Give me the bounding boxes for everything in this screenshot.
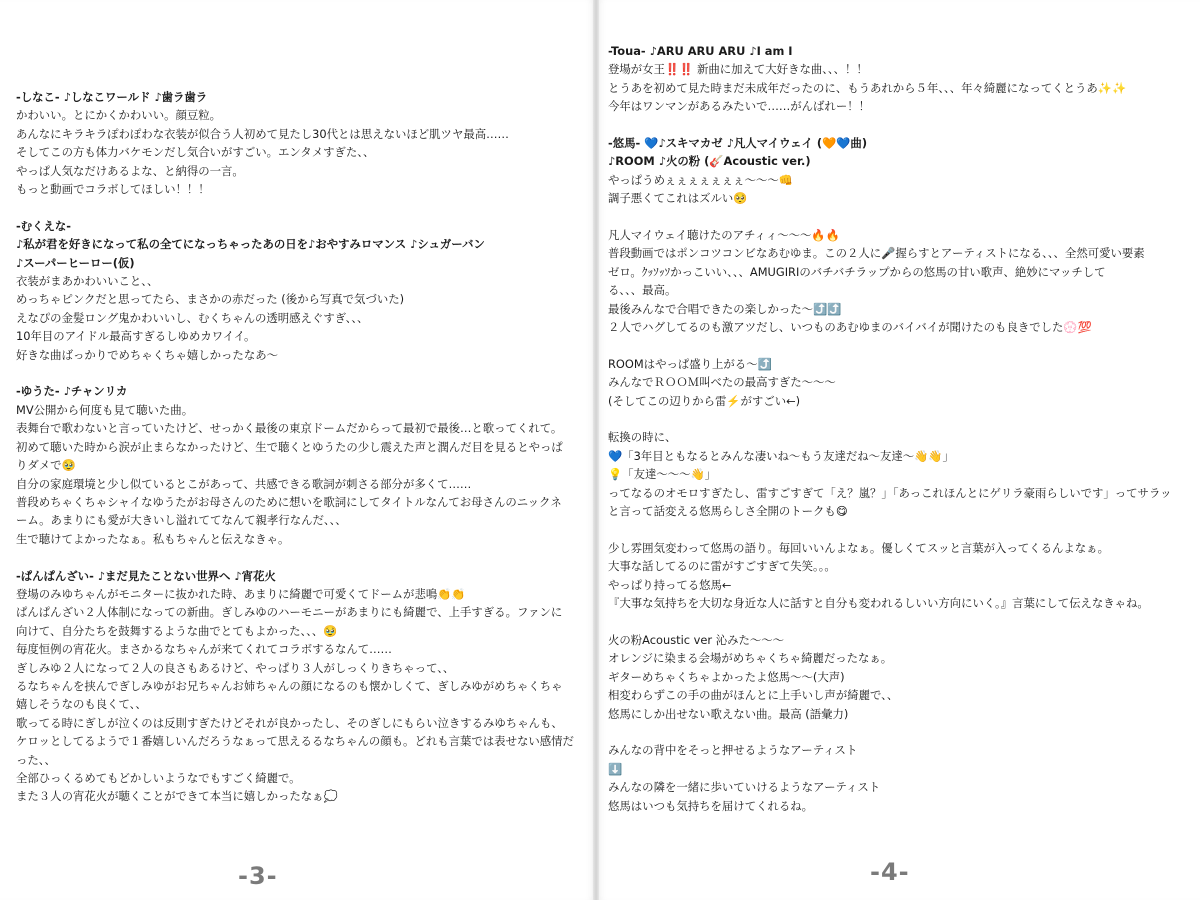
body-line: 普段動画ではポンコツコンビなあむゆま。この２人に🎤握らすとアーティストになる、、、全然可愛い要素 bbox=[608, 246, 1145, 261]
body-line: 登場のみゆちゃんがモニターに抜かれた時、あまりに綺麗で可愛くてドームが悲鳴👏👏 bbox=[16, 586, 466, 601]
review-section bbox=[608, 631, 1196, 723]
body-line: るなちゃんを挟んでぎしみゆがお兄ちゃんお姉ちゃんの顔になるのも懐かしくて、ぎしみゆがめちゃくちゃ bbox=[16, 678, 563, 693]
body-line: ーム。あまりにも愛が大きいし溢れててなんて親孝行なんだ、、、 bbox=[16, 513, 347, 528]
body-line: 悠馬にしか出せない歌えない曲。最高 (語彙力) bbox=[608, 706, 849, 721]
body-line: かわいい。とにかくかわいい。顔豆粒。 bbox=[16, 108, 222, 123]
body-line: 衣装がまあかわいいこと、、 bbox=[16, 274, 159, 289]
page-4-content bbox=[608, 42, 1196, 833]
review-section bbox=[16, 382, 588, 548]
body-line: ってなるのオモロすぎたし、雷すごすぎて「え？嵐？」「あっこれほんとにゲリラ豪雨らしいです」ってサラッ bbox=[608, 485, 1172, 500]
body-line: みんなでＲＯＯＭ叫べたの最高すぎた〜〜〜 bbox=[608, 375, 836, 390]
body-line: (そしてこの辺りから雷⚡️がすごい←) bbox=[608, 393, 801, 408]
section-heading: -ぱんぱんざい- ♪まだ見たことない世界へ ♪宵花火 bbox=[16, 568, 276, 583]
body-line: 💙「3年目ともなるとみんな凄いね〜もう友達だね〜友達〜👋👋」 bbox=[608, 448, 954, 463]
body-line: ぎしみゆ２人になって２人の良さもあるけど、やっぱり３人がしっくりきちゃって、、 bbox=[16, 660, 455, 675]
body-line: 悠馬はいつも気持ちを届けてくれるね。 bbox=[608, 798, 814, 813]
section-heading: -ゆうた- ♪チャンリカ bbox=[16, 384, 128, 399]
page-3 bbox=[0, 0, 596, 900]
body-line: 全部ひっくるめてもどかしいようなでもすごく綺麗で。 bbox=[16, 770, 301, 785]
body-line: やっぱ人気なだけあるよな、と納得の一言。 bbox=[16, 163, 244, 178]
review-section bbox=[608, 42, 1196, 116]
body-line: 『大事な気持ちを大切な身近な人に話すと自分も変われるしいい方向にいく。』言葉にして伝えなきゃね。 bbox=[608, 596, 1149, 611]
body-line: 嬉しそうなのも良くて、、 bbox=[16, 697, 147, 712]
section-heading: -むくえな- bbox=[16, 218, 72, 233]
section-heading: -Toua- ♪ARU ARU ARU ♪I am I bbox=[608, 44, 793, 58]
body-line: 普段めちゃくちゃシャイなゆうたがお母さんのために想いを歌詞にしてタイトルなんてお母さんのニックネ bbox=[16, 494, 562, 509]
body-line: 自分の家庭環境と少し似ているとこがあって、共感できる歌詞が刺さる部分が多くて…… bbox=[16, 476, 472, 491]
body-line: めっちゃピンクだと思ってたら、まさかの赤だった (後から写真で気づいた) bbox=[16, 292, 405, 307]
review-section bbox=[608, 539, 1196, 613]
body-line: オレンジに染まる会場がめちゃくちゃ綺麗だったなぁ。 bbox=[608, 651, 893, 666]
review-section bbox=[16, 88, 588, 198]
body-line: ゼロ。ｸｯｿｯｿかっこいい、、、AMUGIRIのバチバチラップからの悠馬の甘い歌声、絶妙にマッチして bbox=[608, 264, 1106, 279]
body-line: 少し雰囲気変わって悠馬の語り。毎回いいんよなぁ。優しくてスッと言葉が入ってくるんよなぁ。 bbox=[608, 540, 1109, 555]
body-line: ⬇️ bbox=[608, 761, 623, 776]
body-line: えなぴの金髪ロング鬼かわいいし、むくちゃんの透明感えぐすぎ、、、 bbox=[16, 310, 369, 325]
book-gutter bbox=[593, 0, 599, 900]
page-3-content bbox=[16, 88, 588, 824]
body-line: あんなにキラキラぽわぽわな衣装が似合う人初めて見たし30代とは思えないほど肌ツヤ最高…… bbox=[16, 126, 509, 141]
body-line: 毎度恒例の宵花火。まさかるなちゃんが来てくれてコラボするなんて…… bbox=[16, 642, 392, 657]
review-section bbox=[608, 134, 1196, 336]
body-line: ROOMはやっぱ盛り上がる〜⤴️ bbox=[608, 356, 772, 371]
body-line: やっぱうめぇぇぇぇぇぇぇ〜〜〜👊 bbox=[608, 172, 793, 187]
body-line: 初めて聴いた時から涙が止まらなかったけど、生で聴くとゆうたの少し震えた声と潤んだ目を見るとやっぱ bbox=[16, 439, 563, 454]
body-line: 調子悪くてこれはズルい🥺 bbox=[608, 191, 748, 206]
body-line: みんなの隣を一緒に歩いていけるようなアーティスト bbox=[608, 780, 881, 795]
body-line: 歌ってる時にぎしが泣くのは反則すぎたけどそれが良かったし、そのぎしにもらい泣きするみゆちゃんも、 bbox=[16, 715, 563, 730]
body-line: ぱんぱんざい２人体制になっての新曲。ぎしみゆのハーモニーがあまりにも綺麗で、上手すぎる。ファンに bbox=[16, 605, 563, 620]
body-line: と言って話変える悠馬らしさ全開のトークも😋 bbox=[608, 504, 848, 519]
body-line: 生で聴けてよかったなぁ。私もちゃんと伝えなきゃ。 bbox=[16, 531, 290, 546]
page-4 bbox=[596, 0, 1200, 900]
body-line: 今年はワンマンがあるみたいで……がんばれー！！ bbox=[608, 99, 870, 114]
body-line: ギターめちゃくちゃよかったよ悠馬〜〜(大声) bbox=[608, 669, 845, 684]
body-line: もっと動画でコラボしてほしい！！！ bbox=[16, 182, 210, 197]
body-line: また３人の宵花火が聴くことができて本当に嬉しかったなぁ💭 bbox=[16, 789, 338, 804]
review-section bbox=[608, 428, 1196, 520]
body-line: りダメで🥹 bbox=[16, 458, 76, 473]
body-line: みんなの背中をそっと押せるようなアーティスト bbox=[608, 743, 858, 758]
body-line: 火の粉Acoustic ver 沁みた〜〜〜 bbox=[608, 632, 785, 647]
review-section bbox=[608, 355, 1196, 410]
review-section bbox=[608, 741, 1196, 815]
body-line bbox=[608, 208, 1196, 226]
body-line: 好きな曲ばっかりでめちゃくちゃ嬉しかったなあ〜 bbox=[16, 347, 278, 362]
body-line: 10年目のアイドル最高すぎるしゆめカワイイ。 bbox=[16, 329, 256, 344]
body-line: 向けて、自分たちを鼓舞するような曲でとてもよかった、、、🥹 bbox=[16, 623, 338, 638]
body-line: 転換の時に、 bbox=[608, 430, 677, 445]
body-line: 凡人マイウェイ聴けたのアチィィ〜〜〜🔥🔥 bbox=[608, 228, 840, 243]
section-heading: -しなこ- ♪しなこワールド ♪歯ラ歯ラ bbox=[16, 90, 208, 104]
section-heading: ♪ROOM ♪火の粉 (🎸Acoustic ver.) bbox=[608, 154, 811, 169]
body-line: 表舞台で歌わないと言っていたけど、せっかく最後の東京ドームだからって最初で最後…と歌ってくれて。 bbox=[16, 421, 563, 436]
body-line: MV公開から何度も見て聴いた曲。 bbox=[16, 402, 194, 417]
body-line: 登場が女王‼️‼️ 新曲に加えて大好きな曲、、、！！ bbox=[608, 62, 868, 77]
body-line: った、、 bbox=[16, 752, 56, 767]
body-line: とうあを初めて見た時まだ未成年だったのに、もうあれから５年、、、年々綺麗になってくとうあ✨✨ bbox=[608, 80, 1127, 95]
page-number: -3- bbox=[238, 862, 278, 890]
body-line: やっぱり持ってる悠馬← bbox=[608, 577, 732, 592]
body-line: る、、、最高。 bbox=[608, 283, 677, 298]
body-line: 大事な話してるのに雷がすごすぎて失笑。。。 bbox=[608, 559, 836, 574]
section-heading: ♪私が君を好きになって私の全てになっちゃったあの日を♪おやすみロマンス ♪シュガーバン bbox=[16, 237, 485, 252]
body-line: そしてこの方も体力バケモンだし気合いがすごい。エンタメすぎた、、 bbox=[16, 145, 375, 160]
body-line: ケロッとしてるようで１番嬉しいんだろうなぁって思えるるなちゃんの顔も。どれも言葉では表せない感情だ bbox=[16, 734, 574, 749]
body-line: 💡「友達〜〜〜👋」 bbox=[608, 467, 717, 482]
body-line: ２人でハグしてるのも激アツだし、いつものあむゆまのバイバイが聞けたのも良きでした💮💯 bbox=[608, 320, 1092, 335]
review-section bbox=[16, 567, 588, 806]
body-line: 相変わらずこの手の曲がほんとに上手いし声が綺麗で、、 bbox=[608, 688, 899, 703]
section-heading: ♪スーパーヒーロー(仮) bbox=[16, 255, 135, 270]
body-line: 最後みんなで合唱できたの楽しかった〜⤴️⤴️ bbox=[608, 301, 842, 316]
section-heading: -悠馬- 💙♪スキマカゼ ♪凡人マイウェイ (🧡💙曲) bbox=[608, 136, 868, 151]
review-section bbox=[16, 217, 588, 364]
page-number: -4- bbox=[870, 858, 910, 886]
